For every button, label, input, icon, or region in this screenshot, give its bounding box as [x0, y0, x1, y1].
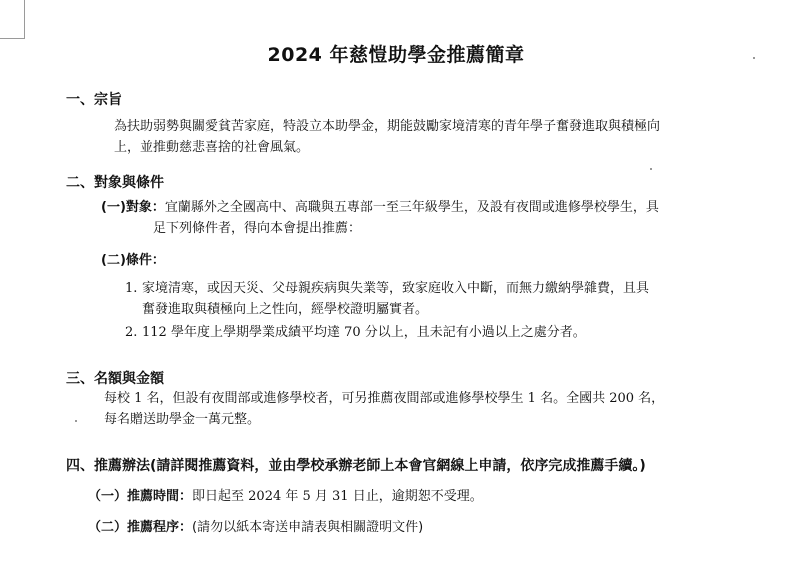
paragraph-line: 每校 1 名，但設有夜間部或進修學校者，可另推薦夜間部或進修學校學生 1 名。全國共 200 名，	[104, 391, 665, 406]
time-label: （一）推薦時間：	[88, 489, 193, 504]
paragraph-line: 奮發進取與積極向上之性向，經學校證明屬實者。	[142, 302, 429, 317]
section-heading-quota: 三、名額與金額	[66, 371, 164, 387]
section-purpose-body	[114, 116, 714, 158]
paragraph-line: 為扶助弱勢與關愛貧苦家庭，特設立本助學金，期能鼓勵家境清寒的青年學子奮發進取與積極向	[114, 119, 661, 134]
paragraph-line: 上，並推動慈悲喜捨的社會風氣。	[114, 140, 310, 155]
time-text: 即日起至 2024 年 5 月 31 日止，逾期恕不受理。	[192, 489, 483, 504]
paragraph-line: 每名贈送助學金一萬元整。	[104, 412, 261, 427]
condition-item-1	[125, 278, 715, 320]
document-title: 2024 年慈愷助學金推薦簡章	[267, 44, 525, 66]
section-quota-body	[104, 388, 724, 430]
paragraph-line: 家境清寒，或因天災、父母親疾病與失業等，致家庭收入中斷，而無力繳納學雜費，且具	[142, 281, 650, 296]
target-paragraph	[101, 197, 721, 239]
recommendation-procedure	[88, 517, 708, 538]
section-heading-purpose: 一、宗旨	[66, 92, 122, 108]
section-heading-eligibility: 二、對象與條件	[66, 175, 164, 191]
paragraph-line: 足下列條件者，得向本會提出推薦：	[153, 221, 362, 236]
conditions-heading	[101, 250, 165, 271]
recommendation-time	[88, 486, 708, 507]
section-heading-method-note: 請詳閱推薦資料，並由學校承辦老師上本會官網線上申請，依序完成推薦手續。)	[156, 458, 646, 474]
paragraph-line: 112 學年度上學期學業成績平均達 70 分以上，且未記有小過以上之處分者。	[142, 325, 586, 340]
list-number: 2.	[125, 325, 138, 340]
section-heading-method-title: 四、推薦辦法(	[66, 458, 157, 474]
scan-speck	[75, 420, 77, 422]
condition-item-2	[125, 322, 715, 343]
procedure-text: (請勿以紙本寄送申請表與相關證明文件)	[192, 520, 424, 535]
scan-speck	[650, 168, 652, 170]
section-heading-method	[66, 455, 646, 475]
conditions-label: (二)條件：	[101, 253, 165, 268]
target-label: (一)對象：	[101, 200, 165, 215]
paragraph-line: 宜蘭縣外之全國高中、高職與五專部一至三年級學生，及設有夜間或進修學校學生，具	[164, 200, 659, 215]
page-corner-mark	[0, 0, 25, 39]
list-number: 1.	[125, 281, 138, 296]
procedure-label: （二）推薦程序：	[88, 520, 193, 535]
